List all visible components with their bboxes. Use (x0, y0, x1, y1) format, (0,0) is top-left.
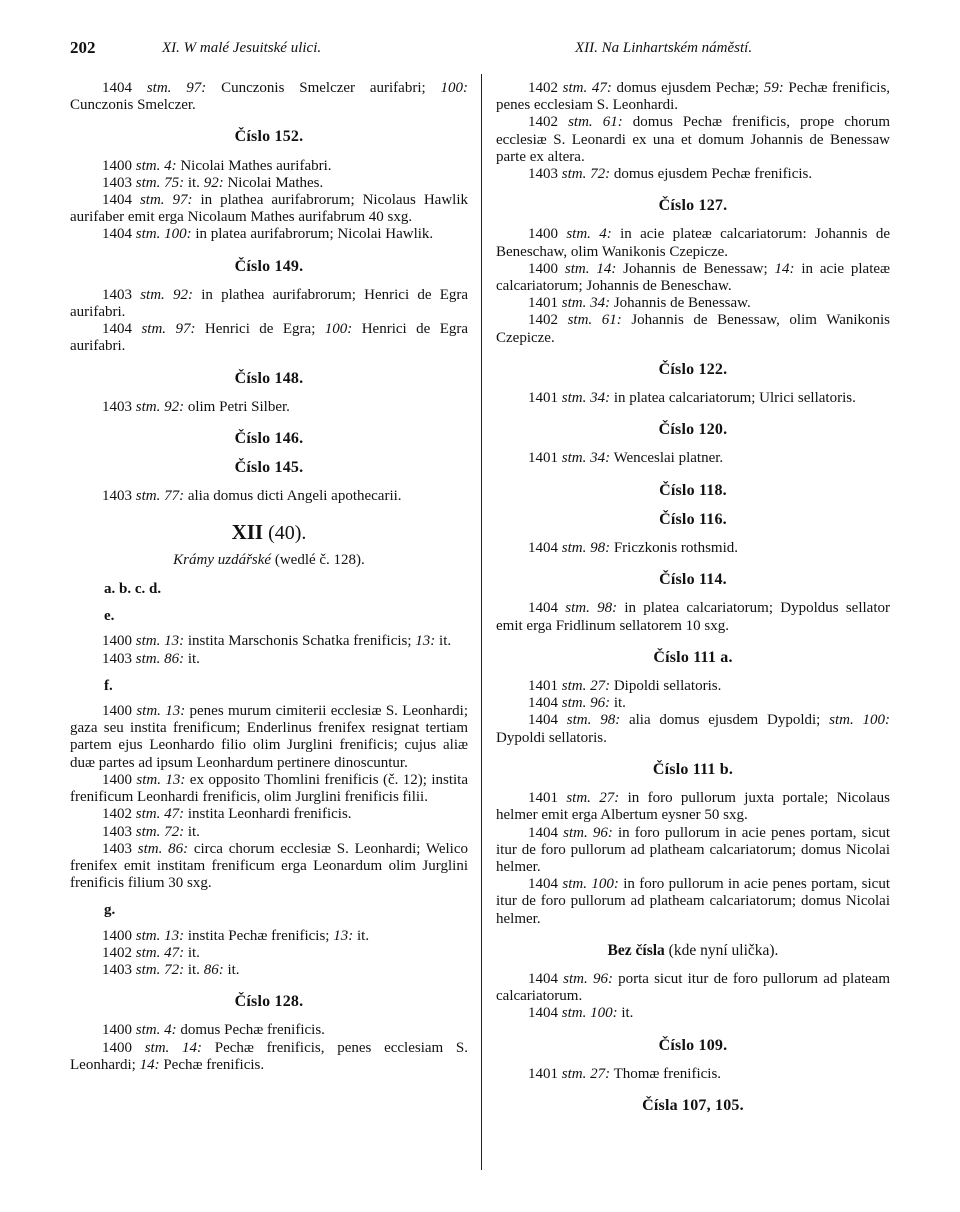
entry-text: Henrici de Egra aurifabri. (70, 321, 469, 355)
subtitle-rest: (wedlé č. 128). (271, 551, 365, 568)
entry-year: 1400 (528, 226, 558, 243)
entry (70, 192, 468, 226)
entry-year: 1400 (102, 703, 132, 720)
entry (70, 321, 468, 355)
unnumbered-heading (496, 942, 890, 959)
entry-ref: 97: (172, 192, 193, 209)
page-number: 202 (70, 38, 96, 57)
stm-abbrev: stm. (141, 321, 167, 338)
entry-ref: 97: (186, 80, 207, 96)
entry-year: 1404 (528, 695, 558, 712)
entry (496, 312, 890, 346)
entry (496, 295, 890, 312)
number-heading: Číslo 111 b. (652, 760, 734, 778)
column-divider (481, 74, 482, 1170)
entry-year: 1403 (102, 174, 132, 191)
section-count: (40). (263, 521, 307, 544)
entry-text: it. (223, 961, 240, 978)
entry-ref: 4: (164, 1022, 177, 1039)
entry-ref: 14: (139, 1056, 160, 1073)
entry-ref: 13: (415, 633, 436, 650)
entry-year: 1403 (102, 823, 132, 840)
entry-text: it. (184, 961, 204, 978)
entry-year: 1400 (102, 1039, 132, 1056)
right-column (496, 80, 890, 1126)
entry-text: Friczkonis rothsmid. (610, 540, 739, 557)
stm-abbrev: stm. (829, 712, 854, 729)
sublabel: f. (104, 677, 113, 694)
entry-year: 1403 (102, 961, 132, 978)
entry-text: in foro pullorum juxta portale; Nicolaus helmer emit erga Albertum eysner 50 sxg. (496, 790, 890, 824)
entry-ref: 92: (203, 174, 224, 191)
entry-ref: 14: (182, 1039, 203, 1056)
entry (496, 876, 890, 928)
entry-year: 1404 (528, 712, 558, 729)
entry (496, 600, 890, 634)
section-heading (70, 519, 468, 544)
entry-text: Dypoldi sellatoris. (496, 729, 607, 746)
number-heading: Číslo 122. (658, 360, 728, 378)
entry (496, 825, 890, 877)
entry-year: 1400 (102, 1022, 132, 1039)
stm-abbrev: stm. (135, 398, 161, 415)
entry-text: it. (184, 174, 204, 191)
entry (70, 399, 468, 416)
entry-year: 1401 (528, 450, 558, 467)
entry-ref: 72: (164, 823, 185, 840)
entry-text: instita Marschonis Schatka frenificis; (184, 633, 416, 650)
entry-text: penes murum cimiterii ecclesiæ S. Leonhardi; gaza seu instita frenificum; Enderlinus frenifex resignat tertiam partem ejus Leonhardo filio olim Jurglini frenificis; cujus aliæ duæ partes ad ipsum Leonhardum pertinere dinoscuntur. (70, 703, 469, 771)
entry (70, 806, 468, 823)
number-heading: Číslo 120. (658, 421, 728, 439)
entry (496, 971, 890, 1005)
entry-text: Pechæ frenificis, penes ecclesiam S. Leonhardi; (70, 1039, 469, 1073)
sublabel: e. (104, 608, 115, 625)
entry-year: 1404 (528, 540, 558, 557)
stm-abbrev: stm. (564, 260, 590, 277)
entry-text: it. (184, 823, 200, 840)
stm-abbrev: stm. (135, 174, 161, 191)
entry-text: Wenceslai platner. (610, 450, 724, 467)
entry-text: circa chorum ecclesiæ S. Leonhardi; Welico frenifex emit institam frenificum erga Leonardum olim Jurglini frenificis filium 30 sxg. (70, 840, 469, 892)
entry (70, 651, 468, 668)
entry-ref: 98: (597, 600, 618, 617)
entry-text: in platea calcariatorum; Dypoldus sellator emit erga Fridlinum sellatorem 10 sxg. (496, 600, 890, 634)
stm-abbrev: stm. (561, 1005, 587, 1022)
stm-abbrev: stm. (135, 488, 161, 505)
stm-abbrev: stm. (561, 166, 587, 183)
entry-year: 1401 (528, 295, 558, 312)
entry (70, 1022, 468, 1039)
left-running-title: XI. W malé Jesuitské ulici. (162, 40, 322, 56)
entry-year: 1400 (102, 157, 132, 174)
entry (496, 790, 890, 824)
entry (70, 80, 468, 114)
entry-ref: 100: (440, 80, 468, 96)
entry (70, 158, 468, 175)
entry (496, 390, 890, 407)
entry-year: 1400 (102, 633, 132, 650)
entry-year: 1400 (528, 260, 558, 277)
entry-ref: 13: (165, 771, 186, 788)
number-heading: Číslo 127. (658, 197, 728, 215)
entry-year: 1400 (102, 927, 132, 944)
stm-abbrev: stm. (561, 450, 587, 467)
stm-abbrev: stm. (565, 600, 590, 617)
entry (70, 1040, 468, 1074)
entry-year: 1400 (102, 771, 132, 788)
number-heading: Číslo 146. (234, 430, 304, 448)
number-heading: Číslo 109. (658, 1036, 728, 1054)
entry-text: ex opposito Thomlini frenificis (č. 12); instita frenificum Leonhardi frenificis, olim Jurglini frenificis filii. (70, 771, 469, 806)
stm-abbrev: stm. (146, 80, 172, 96)
entry-ref: 98: (600, 712, 621, 729)
number-heading: Číslo 149. (234, 257, 304, 275)
entry-ref: 86: (164, 650, 185, 667)
entry-text: in foro pullorum in acie penes portam, sicut itur de foro pullorum ad platheam calcariatorum; domus Nicolai helmer. (496, 824, 891, 875)
entry (496, 712, 890, 746)
entry-ref: 92: (164, 398, 185, 415)
entry-text: it. (353, 927, 370, 944)
entry-ref: 100: (324, 321, 353, 338)
entry-ref: 100: (591, 876, 619, 893)
stm-abbrev: stm. (562, 876, 587, 893)
entry-year: 1404 (528, 876, 558, 893)
entry-text: Henrici de Egra; (195, 321, 325, 338)
entry-text: Johannis de Benessaw. (610, 295, 751, 312)
entry (496, 1066, 890, 1083)
entry-year: 1403 (102, 286, 132, 303)
entry-year: 1402 (528, 80, 558, 96)
entry-ref: 14: (596, 260, 617, 277)
entry-year: 1403 (102, 840, 132, 857)
entry (70, 772, 468, 806)
entry-text: domus Pechæ frenificis. (176, 1022, 325, 1039)
entry (70, 703, 468, 772)
entry (496, 114, 890, 166)
entry-text: Nicolai Mathes. (223, 174, 324, 191)
entry-year: 1401 (528, 390, 558, 407)
running-head (70, 38, 890, 62)
entry-year: 1404 (528, 1005, 558, 1022)
entry-year: 1401 (528, 790, 558, 807)
entry (70, 962, 468, 979)
stm-abbrev: stm. (140, 286, 165, 303)
stm-abbrev: stm. (566, 226, 591, 243)
entry (70, 945, 468, 962)
stm-abbrev: stm. (563, 824, 588, 841)
entry-year: 1404 (102, 192, 132, 209)
entry-text: domus ejusdem Pechæ frenificis. (610, 166, 813, 183)
stm-abbrev: stm. (139, 192, 165, 209)
stm-abbrev: stm. (566, 790, 591, 807)
number-heading: Číslo 116. (659, 510, 727, 528)
entry (70, 633, 468, 650)
entry (496, 80, 890, 114)
entry-ref: 96: (590, 695, 611, 712)
entry-ref: 100: (590, 1005, 618, 1022)
entry-text: in plathea aurifabrorum; Henrici de Egra aurifabri. (70, 286, 469, 321)
entry-year: 1401 (528, 1065, 558, 1082)
entry-text: it. (184, 944, 200, 961)
entry-text: it. (184, 650, 200, 667)
stm-abbrev: stm. (144, 1039, 170, 1056)
stm-abbrev: stm. (135, 944, 161, 961)
number-heading: Číslo 114. (659, 571, 727, 589)
entry-text: alia domus ejusdem Dypoldi; (620, 712, 830, 729)
entry-year: 1404 (528, 824, 558, 841)
entry (70, 175, 468, 192)
subtitle-italic: Krámy uzdářské (173, 551, 272, 568)
entry-text: domus Pechæ frenificis, prope chorum ecclesiæ S. Leonardi ex una et domum Johannis de Benessaw parte ex altera. (496, 114, 891, 165)
entry-text: Cunczonis Smelczer. (70, 97, 196, 114)
stm-abbrev: stm. (135, 226, 161, 243)
entry-year: 1404 (102, 226, 132, 243)
number-heading: Číslo 148. (234, 369, 304, 387)
stm-abbrev: stm. (567, 312, 593, 329)
entry (496, 678, 890, 695)
entry-ref: 14: (774, 260, 795, 277)
entry-ref: 13: (164, 633, 185, 650)
entry (496, 1005, 890, 1022)
entry-text: in foro pullorum in acie penes portam, sicut itur de foro pullorum ad platheam calcariatorum; domus Nicolai helmer. (496, 876, 891, 927)
entry-ref: 98: (590, 540, 611, 557)
entry-year: 1403 (102, 650, 132, 667)
entry (70, 488, 468, 505)
stm-abbrev: stm. (568, 114, 593, 131)
stm-abbrev: stm. (561, 295, 587, 312)
sublabel: g. (104, 902, 116, 919)
entry-text: instita Pechæ frenificis; (184, 927, 334, 944)
entry-text: Johannis de Benessaw, olim Wanikonis Czepicze. (496, 312, 891, 346)
number-heading: Číslo 118. (659, 481, 727, 499)
entry-ref: 34: (590, 390, 611, 407)
entry-text: porta sicut itur de foro pullorum ad plateam calcariatorum. (496, 970, 891, 1005)
stm-abbrev: stm. (136, 703, 161, 720)
number-heading: Číslo 111 a. (653, 648, 733, 666)
entry-text: it. (617, 1005, 634, 1022)
stm-abbrev: stm. (135, 1022, 161, 1039)
entry-ref: 75: (164, 174, 185, 191)
entry-year: 1404 (528, 600, 558, 617)
entry-text: Cunczonis Smelczer aurifabri; (206, 80, 441, 96)
entry-ref: 97: (175, 321, 196, 338)
stm-abbrev: stm. (137, 840, 163, 857)
entry (70, 287, 468, 321)
stm-abbrev: stm. (135, 650, 161, 667)
stm-abbrev: stm. (135, 927, 161, 944)
entry (496, 450, 890, 467)
stm-abbrev: stm. (561, 695, 587, 712)
section-subtitle (70, 552, 468, 569)
right-running-title: XII. Na Linhartském náměstí. (575, 40, 753, 56)
entry-year: 1402 (528, 114, 558, 131)
entry-year: 1402 (102, 806, 132, 823)
number-heading: Číslo 128. (234, 993, 304, 1011)
entry-text: it. (435, 633, 452, 650)
entry-year: 1403 (102, 398, 132, 415)
entry-ref: 27: (590, 678, 611, 695)
entry-year: 1404 (102, 80, 132, 96)
number-heading: Číslo 152. (234, 128, 304, 146)
entry-ref: 59: (763, 80, 784, 96)
entry-text: olim Petri Silber. (184, 398, 290, 415)
entry-year: 1401 (528, 678, 558, 695)
entry-ref: 13: (164, 927, 185, 944)
entry-year: 1404 (102, 321, 132, 338)
entry-ref: 13: (165, 703, 186, 720)
stm-abbrev: stm. (561, 390, 587, 407)
entry-text: it. (610, 695, 626, 712)
entry-ref: 4: (599, 226, 612, 243)
entry-ref: 47: (164, 944, 185, 961)
entry-text: Nicolai Mathes aurifabri. (176, 157, 332, 174)
entry-ref: 61: (602, 114, 623, 131)
stm-abbrev: stm. (561, 540, 587, 557)
entry-ref: 47: (591, 80, 612, 96)
entry-ref: 72: (590, 166, 611, 183)
entry-text: Pechæ frenificis. (159, 1056, 265, 1073)
entry-ref: 34: (590, 450, 611, 467)
entry-ref: 27: (599, 790, 620, 807)
entry-ref: 96: (592, 824, 613, 841)
entry-year: 1403 (102, 488, 132, 505)
entry-text: in acie plateæ calcariatorum; Johannis de Beneschaw. (496, 260, 891, 295)
entry-ref: 96: (592, 970, 613, 987)
entry (496, 540, 890, 557)
stm-abbrev: stm. (135, 806, 161, 823)
entry-ref: 4: (164, 157, 177, 174)
stm-abbrev: stm. (563, 970, 588, 987)
entry-ref: 86: (168, 840, 189, 857)
entry-year: 1402 (528, 312, 558, 329)
entry (70, 824, 468, 841)
entry-text: domus ejusdem Pechæ; (611, 80, 764, 96)
entry (496, 261, 890, 295)
unnumbered-heading-bold: Bez čísla (607, 941, 665, 959)
entry-text: Johannis de Benessaw; (616, 260, 775, 277)
entry (496, 226, 890, 260)
stm-abbrev: stm. (562, 80, 588, 96)
entry-text: Pechæ frenificis, penes ecclesiam S. Leonhardi. (496, 80, 891, 114)
left-column (70, 80, 468, 1074)
entry-text: Thomæ frenificis. (610, 1065, 722, 1082)
entry-text: Dipoldi sellatoris. (610, 678, 722, 695)
entry (70, 928, 468, 945)
stm-abbrev: stm. (561, 678, 587, 695)
section-roman-numeral: XII (231, 519, 264, 544)
entry-ref: 34: (590, 295, 611, 312)
entry-ref: 47: (164, 806, 185, 823)
entry (496, 695, 890, 712)
stm-abbrev: stm. (135, 157, 161, 174)
entry-text: alia domus dicti Angeli apothecarii. (184, 488, 402, 505)
entry-text: in plathea aurifabrorum; Nicolaus Hawlik aurifaber emit erga Nicolaum Mathes aurifabrum 40 sxg. (70, 192, 468, 226)
entry (70, 226, 468, 243)
entry-year: 1404 (528, 970, 558, 987)
entry-year: 1403 (528, 166, 558, 183)
entry-ref: 100: (164, 226, 192, 243)
stm-abbrev: stm. (566, 712, 592, 729)
entry-ref: 13: (333, 927, 354, 944)
sublabel: a. b. c. d. (104, 581, 162, 598)
stm-abbrev: stm. (135, 633, 161, 650)
stm-abbrev: stm. (135, 961, 161, 978)
stm-abbrev: stm. (136, 771, 161, 788)
entry-year: 1402 (102, 944, 132, 961)
entry-text: in platea aurifabrorum; Nicolai Hawlik. (191, 226, 434, 243)
entry (496, 166, 890, 183)
entry-ref: 27: (590, 1065, 611, 1082)
entry-ref: 86: (203, 961, 224, 978)
number-heading: Číslo 145. (234, 459, 304, 477)
stm-abbrev: stm. (135, 823, 161, 840)
entry-ref: 77: (164, 488, 185, 505)
entry (70, 841, 468, 893)
entry-text: instita Leonhardi frenificis. (184, 806, 352, 823)
unnumbered-heading-rest: (kde nyní ulička). (664, 941, 779, 959)
entry-text: in platea calcariatorum; Ulrici sellatoris. (610, 390, 856, 407)
entry-ref: 61: (601, 312, 622, 329)
number-heading: Čísla 107, 105. (642, 1096, 744, 1114)
entry-text: in acie plateæ calcariatorum: Johannis de Beneschaw, olim Wanikonis Czepicze. (496, 226, 891, 260)
entry-ref: 72: (164, 961, 185, 978)
stm-abbrev: stm. (561, 1065, 587, 1082)
entry-ref: 92: (173, 286, 194, 303)
entry-ref: 100: (862, 712, 891, 729)
